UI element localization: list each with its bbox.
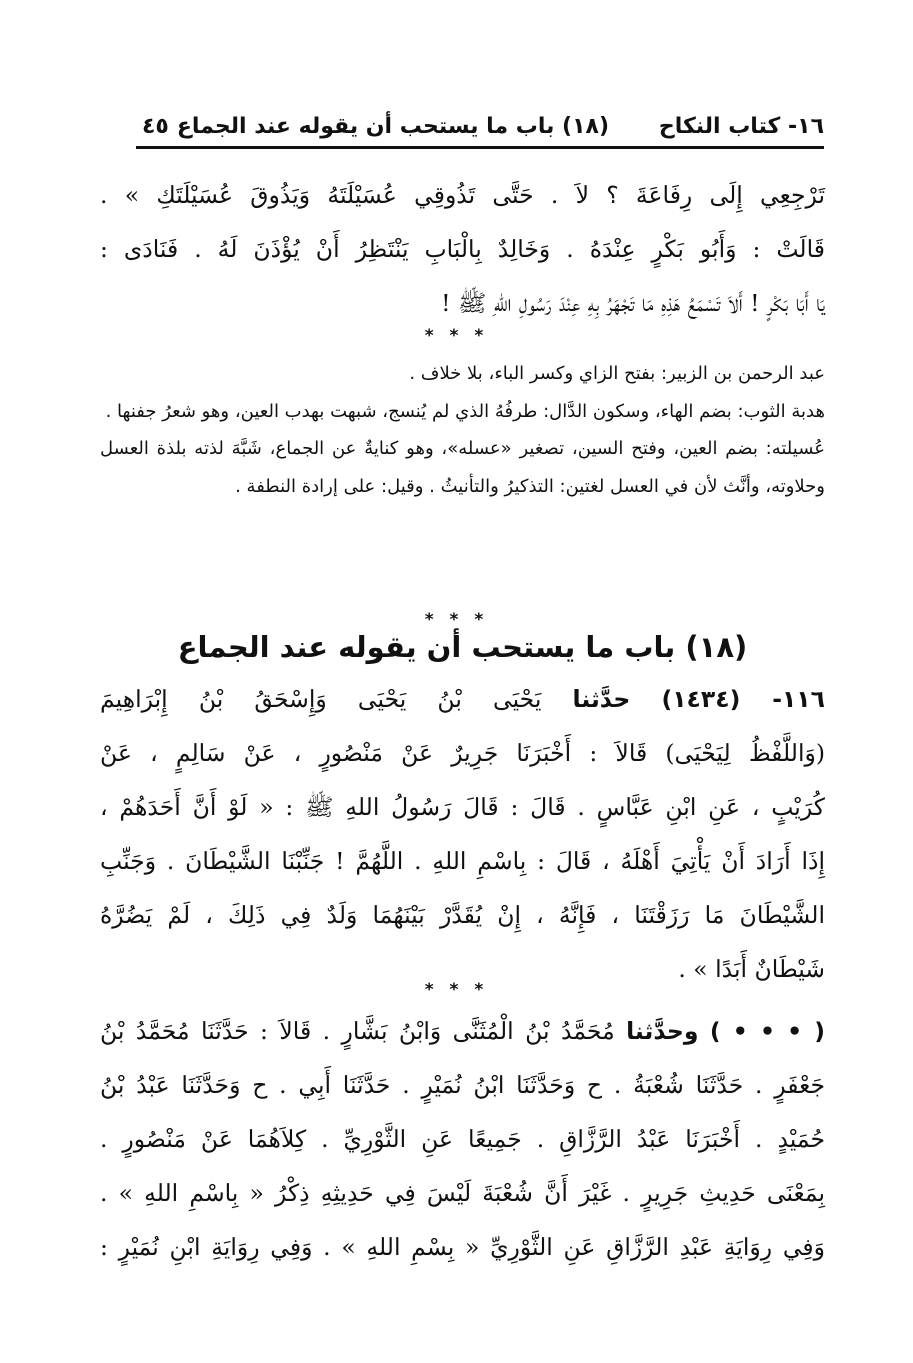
text-line: إِذَا أَرَادَ أَنْ يَأْتِيَ أَهْلَهُ ، قَالَ : بِاسْمِ اللهِ . اللَّهُمَّ ! جَنِّبْنَا الشَّيْطَانَ . وَجَنِّبِ (100, 847, 825, 875)
text-segment: يَحْيَى بْنُ يَحْيَى وَإِسْحَقُ بْنُ إِبْرَاهِيمَ (100, 685, 542, 713)
text-line: يَا أَبَا بَكْرٍ ! أَلاَ تَسْمَعُ هَذِهِ مَا تَجْهَرُ بِهِ عِنْدَ رَسُولِ اللهِ ﷺ ! (441, 289, 825, 317)
text-line (100, 1004, 825, 1058)
note: عُسيلته: بضم العين، وفتح السين، تصغير «عسله»، وهو كنايةٌ عن الجماع، شَبَّهَ لذته بلذة العسل وحلاوته، وأنَّث لأن في العسل لغتين: التذكيرُ والتأنيثُ . وقيل: على إرادة النطفة . (100, 438, 825, 497)
hadith-lead: وحدَّثنا (626, 1017, 699, 1045)
section-title: (١٨) باب ما يستحب أن يقوله عند الجماع (177, 630, 748, 664)
hadith-number: ١١٦- (١٤٣٤) (661, 685, 825, 713)
text-line: حُمَيْدٍ . أَخْبَرَنَا عَبْدُ الرَّزَّاقِ . جَمِيعًا عَنِ الثَّوْرِيِّ . كِلاَهُمَا عَنْ مَنْصُورٍ . (100, 1125, 825, 1153)
text-line: كُرَيْبٍ ، عَنِ ابْنِ عَبَّاسٍ . قَالَ : قَالَ رَسُولُ اللهِ ﷺ : « لَوْ أَنَّ أَحَدَهُمْ ، (100, 793, 825, 821)
note: عبد الرحمن بن الزبير: بفتح الزاي وكسر الباء، بلا خلاف . (409, 363, 825, 384)
text-line: (وَاللَّفْظُ لِيَحْيَى) قَالاَ : أَخْبَرَنَا جَرِيرٌ عَنْ مَنْصُورٍ ، عَنْ سَالِمٍ ، عَنْ (100, 739, 825, 767)
page-header (136, 112, 824, 149)
continued-text (100, 168, 825, 330)
chapter-title: (١٨) باب ما يستحب أن يقوله عند الجماع (176, 114, 609, 139)
text-line: شَيْطَانٌ أَبَدًا » . (678, 955, 825, 983)
text-line: جَعْفَرٍ . حَدَّثَنَا شُعْبَةُ . ح وَحَدَّثَنَا ابْنُ نُمَيْرٍ . حَدَّثَنَا أَبِي . ح وَحَدَّثَنَا عَبْدُ بْنُ (100, 1071, 825, 1099)
text-line: قَالَتْ : وَأَبُو بَكْرٍ عِنْدَهُ . وَخَالِدٌ بِالْبَابِ يَنْتَظِرُ أَنْ يُؤْذَنَ لَهُ . فَنَادَى : (100, 235, 825, 263)
note: هدبة الثوب: بضم الهاء، وسكون الدَّال: طرفُهُ الذي لم يُنسج، شبهت بهدب العين، وهو شعرُ جفنها . (105, 400, 825, 422)
separator: * * * (424, 610, 489, 630)
hadith-000 (100, 1004, 825, 1274)
hadith-number: ( • • • ) (709, 1017, 825, 1045)
hadith-116 (100, 672, 825, 996)
separator: * * * (424, 326, 489, 346)
text-line: تَرْجِعِي إِلَى رِفَاعَةَ ؟ لاَ . حَتَّى تَذُوقِي عُسَيْلَتَهُ وَيَذُوقَ عُسَيْلَتَكِ » . (100, 181, 825, 209)
hadith-lead: حدَّثنا (572, 685, 631, 713)
text-line: الشَّيْطَانَ مَا رَزَقْتَنَا ، فَإِنَّهُ ، إِنْ يُقَدَّرْ بَيْنَهُمَا وَلَدٌ فِي ذَلِكَ ، لَمْ يَضُرَّهُ (100, 901, 825, 929)
book-title: ١٦- كتاب النكاح (658, 114, 824, 139)
text-segment: مُحَمَّدُ بْنُ الْمُثَنَّى وَابْنُ بَشَّارٍ . قَالاَ : حَدَّثَنَا مُحَمَّدُ بْنُ (100, 1017, 615, 1045)
page-number: ٤٥ (142, 114, 169, 139)
text-line: وَفِي رِوَايَةِ عَبْدِ الرَّزَّاقِ عَنِ الثَّوْرِيِّ « بِسْمِ اللهِ » . وَفِي رِوَايَةِ ابْنِ نُمَيْرٍ : (100, 1233, 825, 1261)
separator: * * * (424, 980, 489, 1000)
text-line: بِمَعْنَى حَدِيثِ جَرِيرٍ . غَيْرَ أَنَّ شُعْبَةَ لَيْسَ فِي حَدِيثِهِ ذِكْرُ « بِاسْمِ اللهِ » . (100, 1179, 825, 1207)
text-line (100, 672, 825, 726)
glossary-notes (100, 355, 825, 505)
